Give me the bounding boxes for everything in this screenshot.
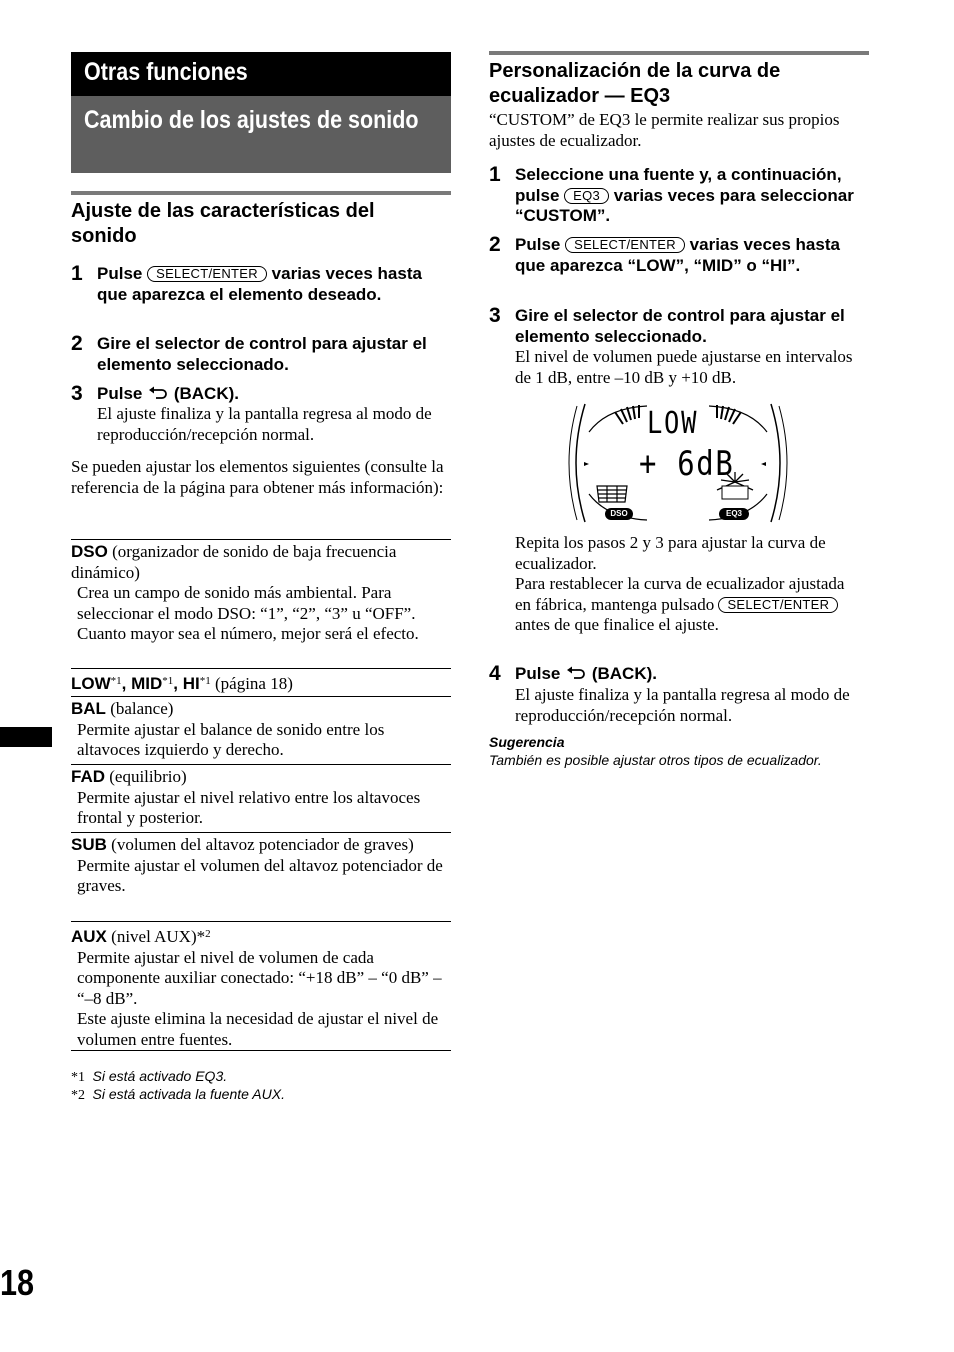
term-note: (balance) (105, 699, 174, 718)
back-arrow-icon (565, 665, 587, 679)
footnote-text: Si está activada la fuente AUX. (92, 1086, 285, 1102)
left-heading: Ajuste de las características del sonido (71, 200, 375, 247)
intro-paragraph: Se pueden ajustar los elementos siguientes (consulte la referencia de la página para obtener más información): (71, 457, 444, 497)
footnote-text: Si está activado EQ3. (92, 1068, 228, 1084)
term-note: (nivel AUX)* (106, 927, 206, 946)
step-text: Seleccione una fuente y, a continuación, pulse (515, 165, 842, 205)
step-number: 1 (489, 163, 501, 186)
back-arrow-icon (147, 385, 169, 399)
select-enter-button-label: SELECT/ENTER (147, 266, 267, 282)
step-text: Pulse (97, 264, 143, 283)
separator: , (121, 674, 132, 693)
term: HI (182, 674, 200, 693)
term-note: (volumen del altavoz potenciador de graves) (106, 835, 414, 854)
footnote-ref: *1 (162, 675, 174, 687)
term: SUB (71, 835, 107, 854)
step-number: 3 (489, 304, 501, 327)
step-number: 2 (71, 332, 83, 355)
section-title: Otras funciones (84, 58, 248, 86)
table-row-bal (71, 699, 451, 761)
table-divider (71, 764, 451, 765)
term-note: (organizador de sonido de baja frecuencia dinámico) (71, 542, 397, 582)
select-enter-button-label: SELECT/ENTER (718, 597, 838, 613)
term: AUX (71, 927, 107, 946)
heading-rule (71, 191, 451, 195)
footnote-mark: *1 (71, 1070, 85, 1085)
side-tab-marker (0, 727, 52, 747)
display-illustration (567, 402, 789, 524)
page-reference: (página 18) (210, 674, 293, 693)
table-row-dso (71, 542, 451, 645)
eq3-badge-label: EQ3 (725, 509, 742, 518)
left-step-2: Gire el selector de control para ajustar el elemento seleccionado. (97, 334, 427, 374)
step-number: 4 (489, 662, 501, 685)
right-step-2 (515, 235, 865, 276)
step-number: 1 (71, 262, 83, 285)
table-divider (71, 1050, 451, 1051)
step-description: El ajuste finaliza y la pantalla regresa al modo de reproducción/recepción normal. (97, 404, 432, 444)
right-heading: Personalización de la curva de ecualizador — EQ3 (489, 60, 781, 107)
left-step-3 (97, 384, 447, 405)
separator: , (173, 674, 183, 693)
right-step-4 (515, 664, 865, 685)
page-number: 18 (0, 1262, 35, 1303)
term: MID (131, 674, 163, 693)
step-text: varias veces hasta que aparezca “LOW”, “MID” o “HI”. (515, 235, 840, 275)
table-divider (71, 668, 451, 669)
step-description: El ajuste finaliza y la pantalla regresa al modo de reproducción/recepción normal. (515, 685, 850, 725)
right-step-3: Gire el selector de control para ajustar el elemento seleccionado. (515, 306, 845, 346)
term-note: (equilibrio) (105, 767, 187, 786)
reset-text: antes de que finalice el ajuste. (515, 615, 719, 634)
left-step-1 (97, 264, 447, 305)
term-description: Este ajuste elimina la necesidad de ajustar el nivel de volumen entre fuentes. (77, 1009, 439, 1049)
table-row-low-mid-hi (71, 671, 451, 695)
table-row-fad (71, 767, 451, 829)
subsection-title-banner (71, 96, 451, 173)
table-divider (71, 921, 451, 922)
term: LOW (71, 674, 111, 693)
display-line-1: LOW (647, 406, 699, 441)
step-text: Pulse (515, 235, 561, 254)
term: DSO (71, 542, 108, 561)
select-enter-button-label: SELECT/ENTER (565, 237, 685, 253)
step-text: Pulse (97, 384, 143, 403)
table-divider (71, 696, 451, 697)
footnote-mark: *2 (71, 1088, 85, 1103)
table-divider (71, 539, 451, 540)
term-description: Permite ajustar el volumen del altavoz potenciador de graves. (77, 855, 443, 895)
right-step-1 (515, 165, 865, 227)
footnote (71, 1067, 451, 1087)
dso-badge-label: DSO (610, 509, 628, 518)
reset-text: Para restablecer la curva de ecualizador ajustada en fábrica, mantenga pulsado (515, 574, 845, 614)
right-intro: “CUSTOM” de EQ3 le permite realizar sus propios ajustes de ecualizador. (489, 110, 840, 150)
step-text: (BACK). (173, 384, 239, 403)
footnote-ref: *1 (110, 675, 122, 687)
heading-rule (489, 51, 869, 55)
step-text: Pulse (515, 664, 561, 683)
table-row-sub (71, 835, 451, 897)
tip-label: Sugerencia (489, 734, 565, 750)
step-number: 2 (489, 233, 501, 256)
eq3-button-label: EQ3 (564, 188, 609, 204)
footnote (71, 1085, 451, 1105)
section-title-banner (71, 52, 451, 96)
display-line-2: + 6dB (639, 444, 735, 484)
step-number: 3 (71, 382, 83, 405)
step-text: varias veces hasta que aparezca el elemento deseado. (97, 264, 422, 304)
table-row-aux (71, 924, 451, 1050)
step-text: (BACK). (591, 664, 657, 683)
subsection-title: Cambio de los ajustes de sonido (84, 106, 419, 134)
step-description: El nivel de volumen puede ajustarse en intervalos de 1 dB, entre –10 dB y +10 dB. (515, 347, 853, 387)
term-description: Permite ajustar el nivel relativo entre los altavoces frontal y posterior. (77, 787, 421, 827)
repeat-instruction: Repita los pasos 2 y 3 para ajustar la curva de ecualizador. (515, 533, 826, 573)
term: BAL (71, 699, 106, 718)
term-description: Permite ajustar el nivel de volumen de cada componente auxiliar conectado: “+18 dB” – “0 dB” – “–8 dB”. (77, 947, 442, 1008)
reset-instruction (515, 574, 855, 636)
term-description: Permite ajustar el balance de sonido entre los altavoces izquierdo y derecho. (77, 719, 385, 759)
footnote-ref: *1 (199, 675, 211, 687)
table-divider (71, 832, 451, 833)
step-text: varias veces para seleccionar “CUSTOM”. (515, 185, 854, 225)
term-description: Crea un campo de sonido más ambiental. Para seleccionar el modo DSO: “1”, “2”, “3” u “OFF”. Cuanto mayor sea el número, mejor será el efecto. (77, 583, 419, 643)
footnote-ref: 2 (205, 928, 211, 940)
tip-text: También es posible ajustar otros tipos de ecualizador. (489, 752, 822, 768)
term: FAD (71, 767, 105, 786)
